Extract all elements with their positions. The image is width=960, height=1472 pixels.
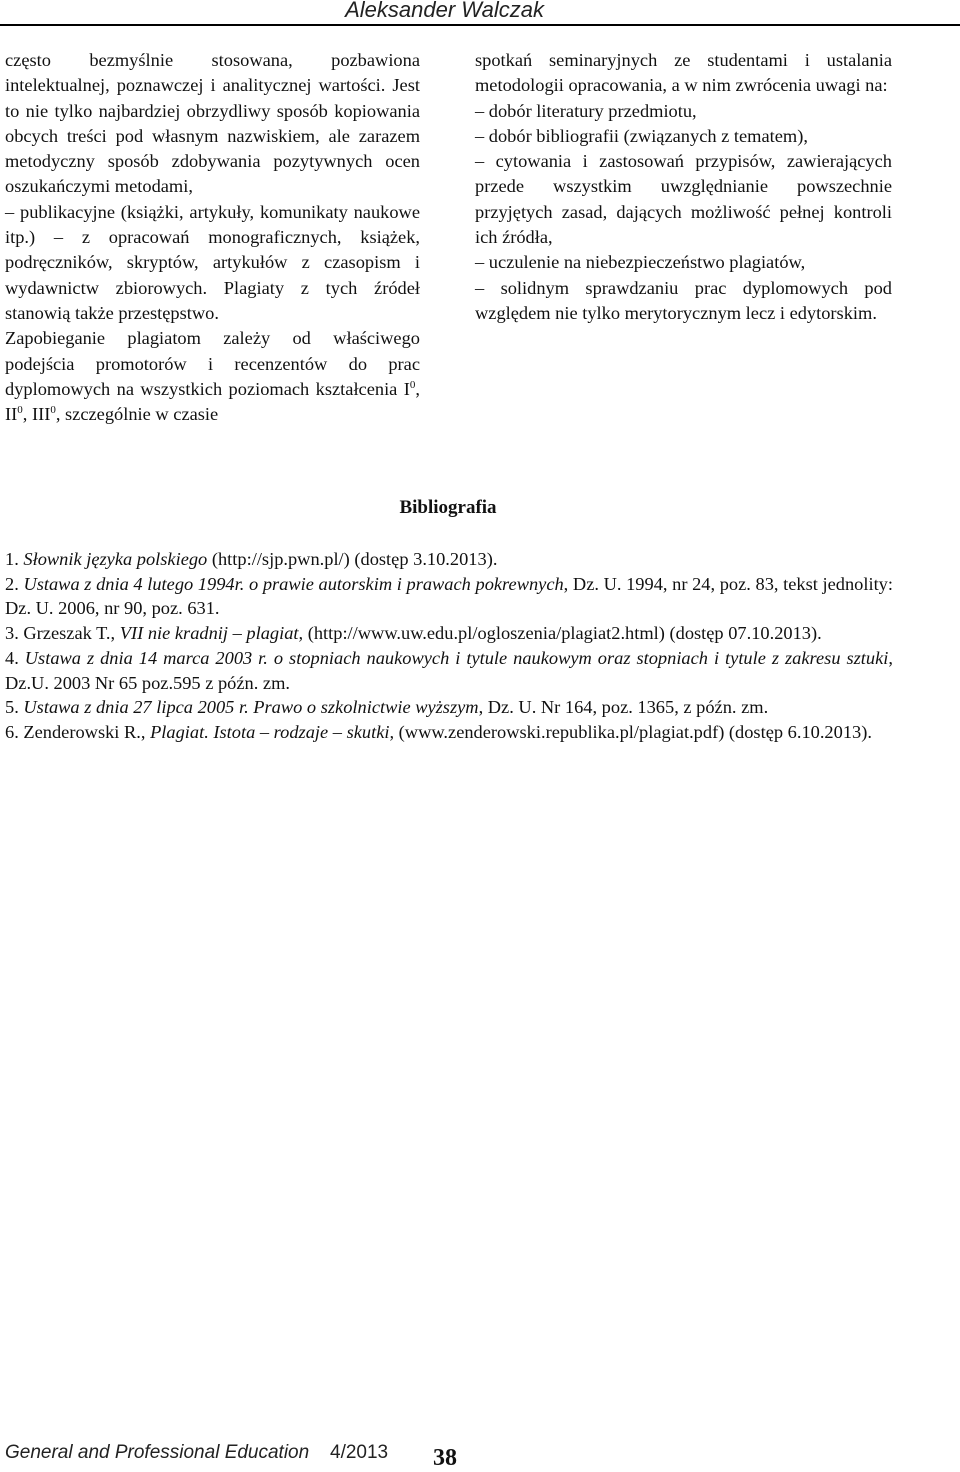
left-paragraph-2-text-a: Zapobieganie plagiatom zależy od właściwego podejścia promotorów i recenzentów do prac dyplomowych na wszystkich poziomach kształcenia I [5,328,420,399]
level-sup-1: 0 [409,378,416,391]
bib-entry-6-title: Plagiat. Istota – rodzaje – skutki, [150,721,395,742]
bib-entry-5-title: Ustawa z dnia 27 lipca 2005 r. Prawo o szkolnictwie wyższym [23,697,479,718]
right-paragraph: spotkań seminaryjnych ze studentami i ustalania metodologii opracowania, a w nim zwrócenia uwagi na: [475,50,892,96]
level-sup-3: 0 [50,404,56,417]
bib-entry-3-title: VII nie kradnij – plagiat, [119,623,304,644]
bib-entry-4-title: Ustawa z dnia 14 marca 2003 r. o stopniach naukowych i tytule naukowym oraz stopniach i tytule z zakresu sztuki [24,647,889,668]
left-list-item: – publikacyjne (książki, artykuły, komunikaty naukowe itp.) – z opracowań monograficznych, książek, podręczników, skryptów, artykułów z czasopism i wydawnictw zbiorowych. Plagiaty z tych źródeł stanowią także przestępstwo. [5,201,420,323]
bib-entry-1-rest: (http://sjp.pwn.pl/) (dostęp 3.10.2013). [207,549,498,569]
level-sup-2: 0 [17,404,23,417]
bib-entry-6-num: 6. Zenderowski R., [5,721,151,742]
right-list-item-3: – cytowania i zastosowań przypisów, zawierających przede wszystkim uwzględnianie powszechnie przyjętych zasad, dających możliwość pełnej kontroli ich źródła, [475,151,892,248]
bibliography-entry-2 [5,572,893,621]
bibliography-entry-4 [5,646,893,695]
left-paragraph-2 [5,326,420,427]
bibliography-entry-1 [5,547,893,572]
left-paragraph-2-text-b: , II [5,378,420,425]
bibliography-entry-5 [5,695,893,720]
bibliography-list [5,547,893,745]
bib-entry-2-rest: , Dz. U. 1994, nr 24, poz. 83, tekst jednolity: Dz. U. 2006, nr 90, poz. 631. [5,573,893,619]
footer-page-number: 38 [433,1445,457,1471]
header-rule [0,24,960,26]
bib-entry-5-rest: , Dz. U. Nr 164, poz. 1365, z późn. zm. [478,697,769,718]
left-paragraph-2-text-d: , szczególnie w czasie [55,404,219,425]
left-paragraph-2-text-c: , III [22,404,51,425]
bib-entry-1-title: Słownik języka polskiego [23,549,208,569]
left-paragraph-1: często bezmyślnie stosowana, pozbawiona intelektualnej, poznawczej i analitycznej wartości. Jest to nie tylko najbardziej obrzydliwy sposób kopiowania obcych treści pod własnym nazwiskiem, ale zarazem metodyczny sposób zdobywania pozytywnych ocen oszukańczymi metodami, [5,50,420,197]
bibliography-heading: Bibliografia [399,497,497,518]
left-column [5,48,420,427]
bib-entry-2-num: 2. [5,573,24,594]
right-list-item-4: – uczulenie na niebezpieczeństwo plagiatów, [475,252,806,273]
bib-entry-4-num: 4. [5,647,25,668]
bibliography-entry-3 [5,621,893,646]
footer-issue: 4/2013 [330,1442,389,1463]
bib-entry-6-rest: (www.zenderowski.republika.pl/plagiat.pdf) (dostęp 6.10.2013). [394,721,872,742]
bib-entry-2-title: Ustawa z dnia 4 lutego 1994r. o prawie autorskim i prawach pokrewnych [23,573,564,594]
bib-entry-5-num: 5. [5,697,24,718]
bib-entry-3-num: 3. Grzeszak T., [5,623,120,644]
bib-entry-4-rest: , Dz.U. 2003 Nr 65 poz.595 z późn. zm. [5,647,893,693]
bib-entry-3-rest: (http://www.uw.edu.pl/ogloszenia/plagiat2.html) (dostęp 07.10.2013). [303,623,822,644]
right-list-item-2: – dobór bibliografii (związanych z tematem), [475,125,808,146]
running-header-author: Aleksander Walczak [345,0,544,22]
right-list-item-1: – dobór literatury przedmiotu, [475,100,697,121]
bibliography-entry-6 [5,720,893,745]
right-list-item-5: – solidnym sprawdzaniu prac dyplomowych pod względem nie tylko merytorycznym lecz i edytorskim. [475,277,892,323]
right-column [475,48,892,326]
bib-entry-1-num: 1. [5,549,24,569]
footer-journal-name: General and Professional Education [5,1442,310,1463]
